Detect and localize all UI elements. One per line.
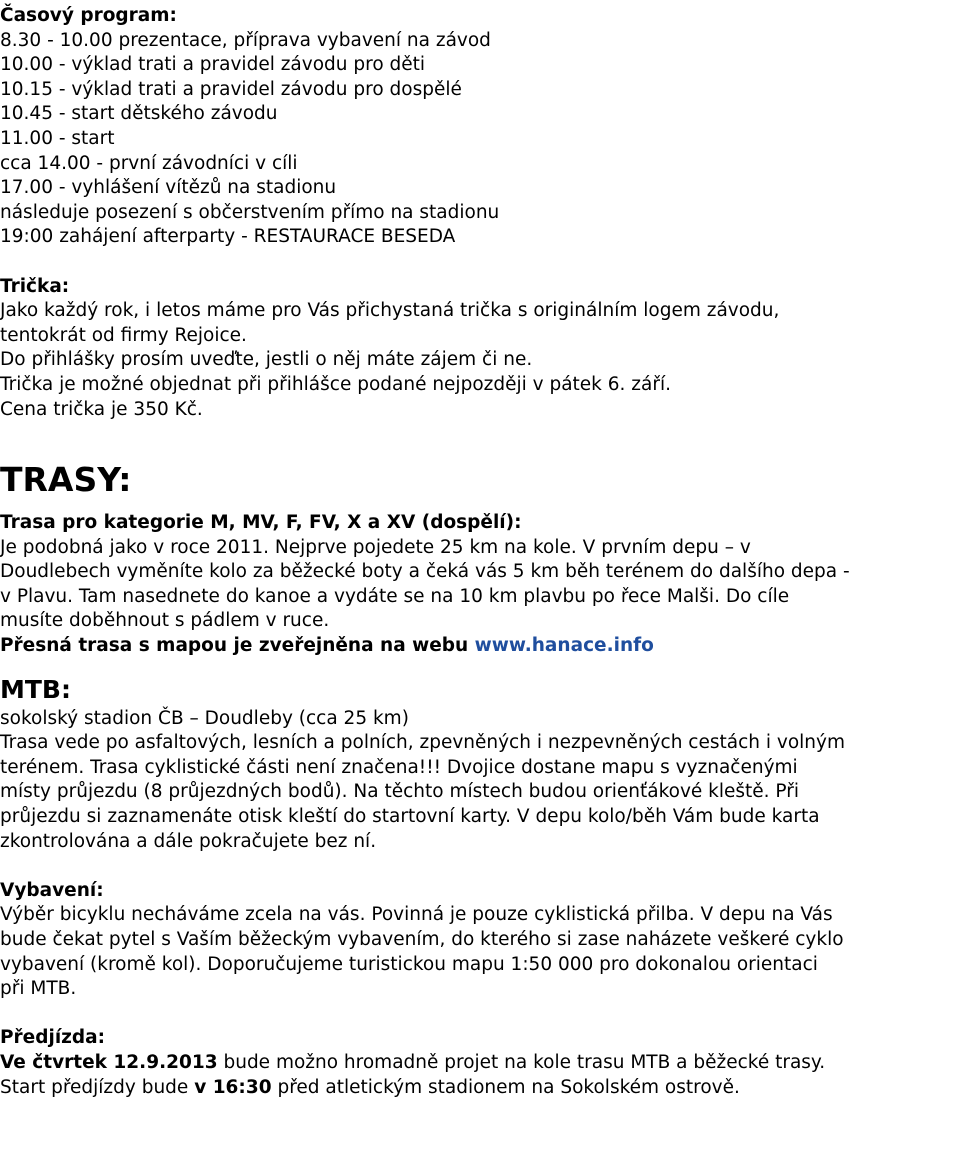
schedule-line: následuje posezení s občerstvením přímo na stadionu — [0, 201, 500, 223]
routes-line: Je podobná jako v roce 2011. Nejprve pojedete 25 km na kole. V prvním depu – v — [0, 536, 751, 558]
tshirts-line: Cena trička je 350 Kč. — [0, 398, 203, 420]
preride-date: Ve čtvrtek 12.9.2013 — [0, 1051, 218, 1073]
equipment-line: bude čekat pytel s Vaším běžeckým vybavením, do kterého si zase naházete veškeré cyklo — [0, 929, 844, 950]
tshirts-section — [0, 275, 960, 423]
mtb-section — [0, 673, 960, 855]
schedule-line: 17.00 - vyhlášení vítězů na stadionu — [0, 177, 337, 199]
routes-line: Doudlebech vyměníte kolo za běžecké boty a čeká vás 5 km běh terénem do dalšího depa - — [0, 561, 850, 583]
preride-section — [0, 1026, 960, 1100]
routes-section — [0, 458, 960, 659]
preride-time: v 16:30 — [194, 1076, 272, 1098]
tshirts-line: Jako každý rok, i letos máme pro Vás přichystaná trička s originálním logem závodu, — [0, 300, 780, 322]
schedule-line: cca 14.00 - první závodníci v cíli — [0, 152, 298, 174]
schedule-heading: Časový program: — [0, 5, 177, 26]
tshirts-heading: Trička: — [0, 275, 70, 297]
mtb-line: průjezdu si zaznamenáte otisk kleští do startovní karty. V depu kolo/běh Vám bude karta — [0, 806, 820, 828]
schedule-line: 19:00 zahájení afterparty - RESTAURACE BESEDA — [0, 226, 456, 248]
schedule-line: 10.15 - výklad trati a pravidel závodu pro dospělé — [0, 78, 462, 100]
schedule-line: 8.30 - 10.00 prezentace, příprava vybavení na závod — [0, 29, 491, 51]
tshirts-line: Do přihlášky prosím uveďte, jestli o něj máte zájem či ne. — [0, 349, 533, 371]
preride-line-2 — [0, 1076, 960, 1101]
equipment-line: při MTB. — [0, 978, 77, 1000]
spacer — [0, 854, 960, 879]
document-page — [0, 4, 960, 1100]
spacer — [0, 502, 960, 511]
spacer — [0, 250, 960, 275]
routes-map-note — [0, 634, 960, 659]
mtb-line: terénem. Trasa cyklistické části není značena!!! Dvojice dostane mapu s vyznačenými — [0, 756, 798, 778]
schedule-line: 10.00 - výklad trati a pravidel závodu pro děti — [0, 54, 426, 76]
routes-line: v Plavu. Tam nasednete do kanoe a vydáte se na 10 km plavbu po řece Malši. Do cíle — [0, 585, 790, 607]
tshirts-line: Trička je možné objednat při přihlášce podané nejpozději v pátek 6. září. — [0, 373, 671, 395]
mtb-heading: MTB: — [0, 674, 71, 704]
map-note-text: Přesná trasa s mapou je zveřejněna na webu — [0, 635, 469, 657]
schedule-section — [0, 4, 960, 250]
equipment-section — [0, 879, 960, 1002]
routes-line: musíte doběhnout s pádlem v ruce. — [0, 610, 330, 632]
schedule-line: 11.00 - start — [0, 127, 115, 149]
equipment-line: vybavení (kromě kol). Doporučujeme turistickou mapu 1:50 000 pro dokonalou orientaci — [0, 953, 818, 975]
preride-text: bude možno hromadně projet na kole trasu MTB a běžecké trasy. — [217, 1051, 826, 1073]
spacer — [0, 422, 960, 458]
spacer — [0, 659, 960, 673]
routes-heading: TRASY: — [0, 460, 132, 500]
mtb-line: Trasa vede po asfaltových, lesních a polních, zpevněných i nezpevněných cestách i volným — [0, 732, 845, 754]
mtb-line: sokolský stadion ČB – Doudleby (cca 25 km) — [0, 707, 409, 729]
preride-start-text: Start předjízdy bude — [0, 1076, 195, 1098]
mtb-line: místy průjezdu (8 průjezdných bodů). Na těchto místech budou orienťákové kleště. Při — [0, 781, 799, 803]
routes-category-heading: Trasa pro kategorie M, MV, F, FV, X a XV (dospělí): — [0, 512, 522, 534]
preride-location-text: před atletickým stadionem na Sokolském ostrově. — [271, 1076, 740, 1098]
preride-heading: Předjízda: — [0, 1027, 106, 1049]
hanace-link[interactable]: www.hanace.info — [474, 635, 654, 657]
spacer — [0, 1002, 960, 1027]
preride-line-1 — [0, 1051, 960, 1076]
mtb-line: zkontrolována a dále pokračujete bez ní. — [0, 830, 377, 852]
equipment-heading: Vybavení: — [0, 879, 104, 901]
equipment-line: Výběr bicyklu necháváme zcela na vás. Povinná je pouze cyklistická přilba. V depu na Vás — [0, 904, 833, 926]
schedule-line: 10.45 - start dětského závodu — [0, 103, 278, 125]
tshirts-line: tentokrát od firmy Rejoice. — [0, 324, 247, 346]
